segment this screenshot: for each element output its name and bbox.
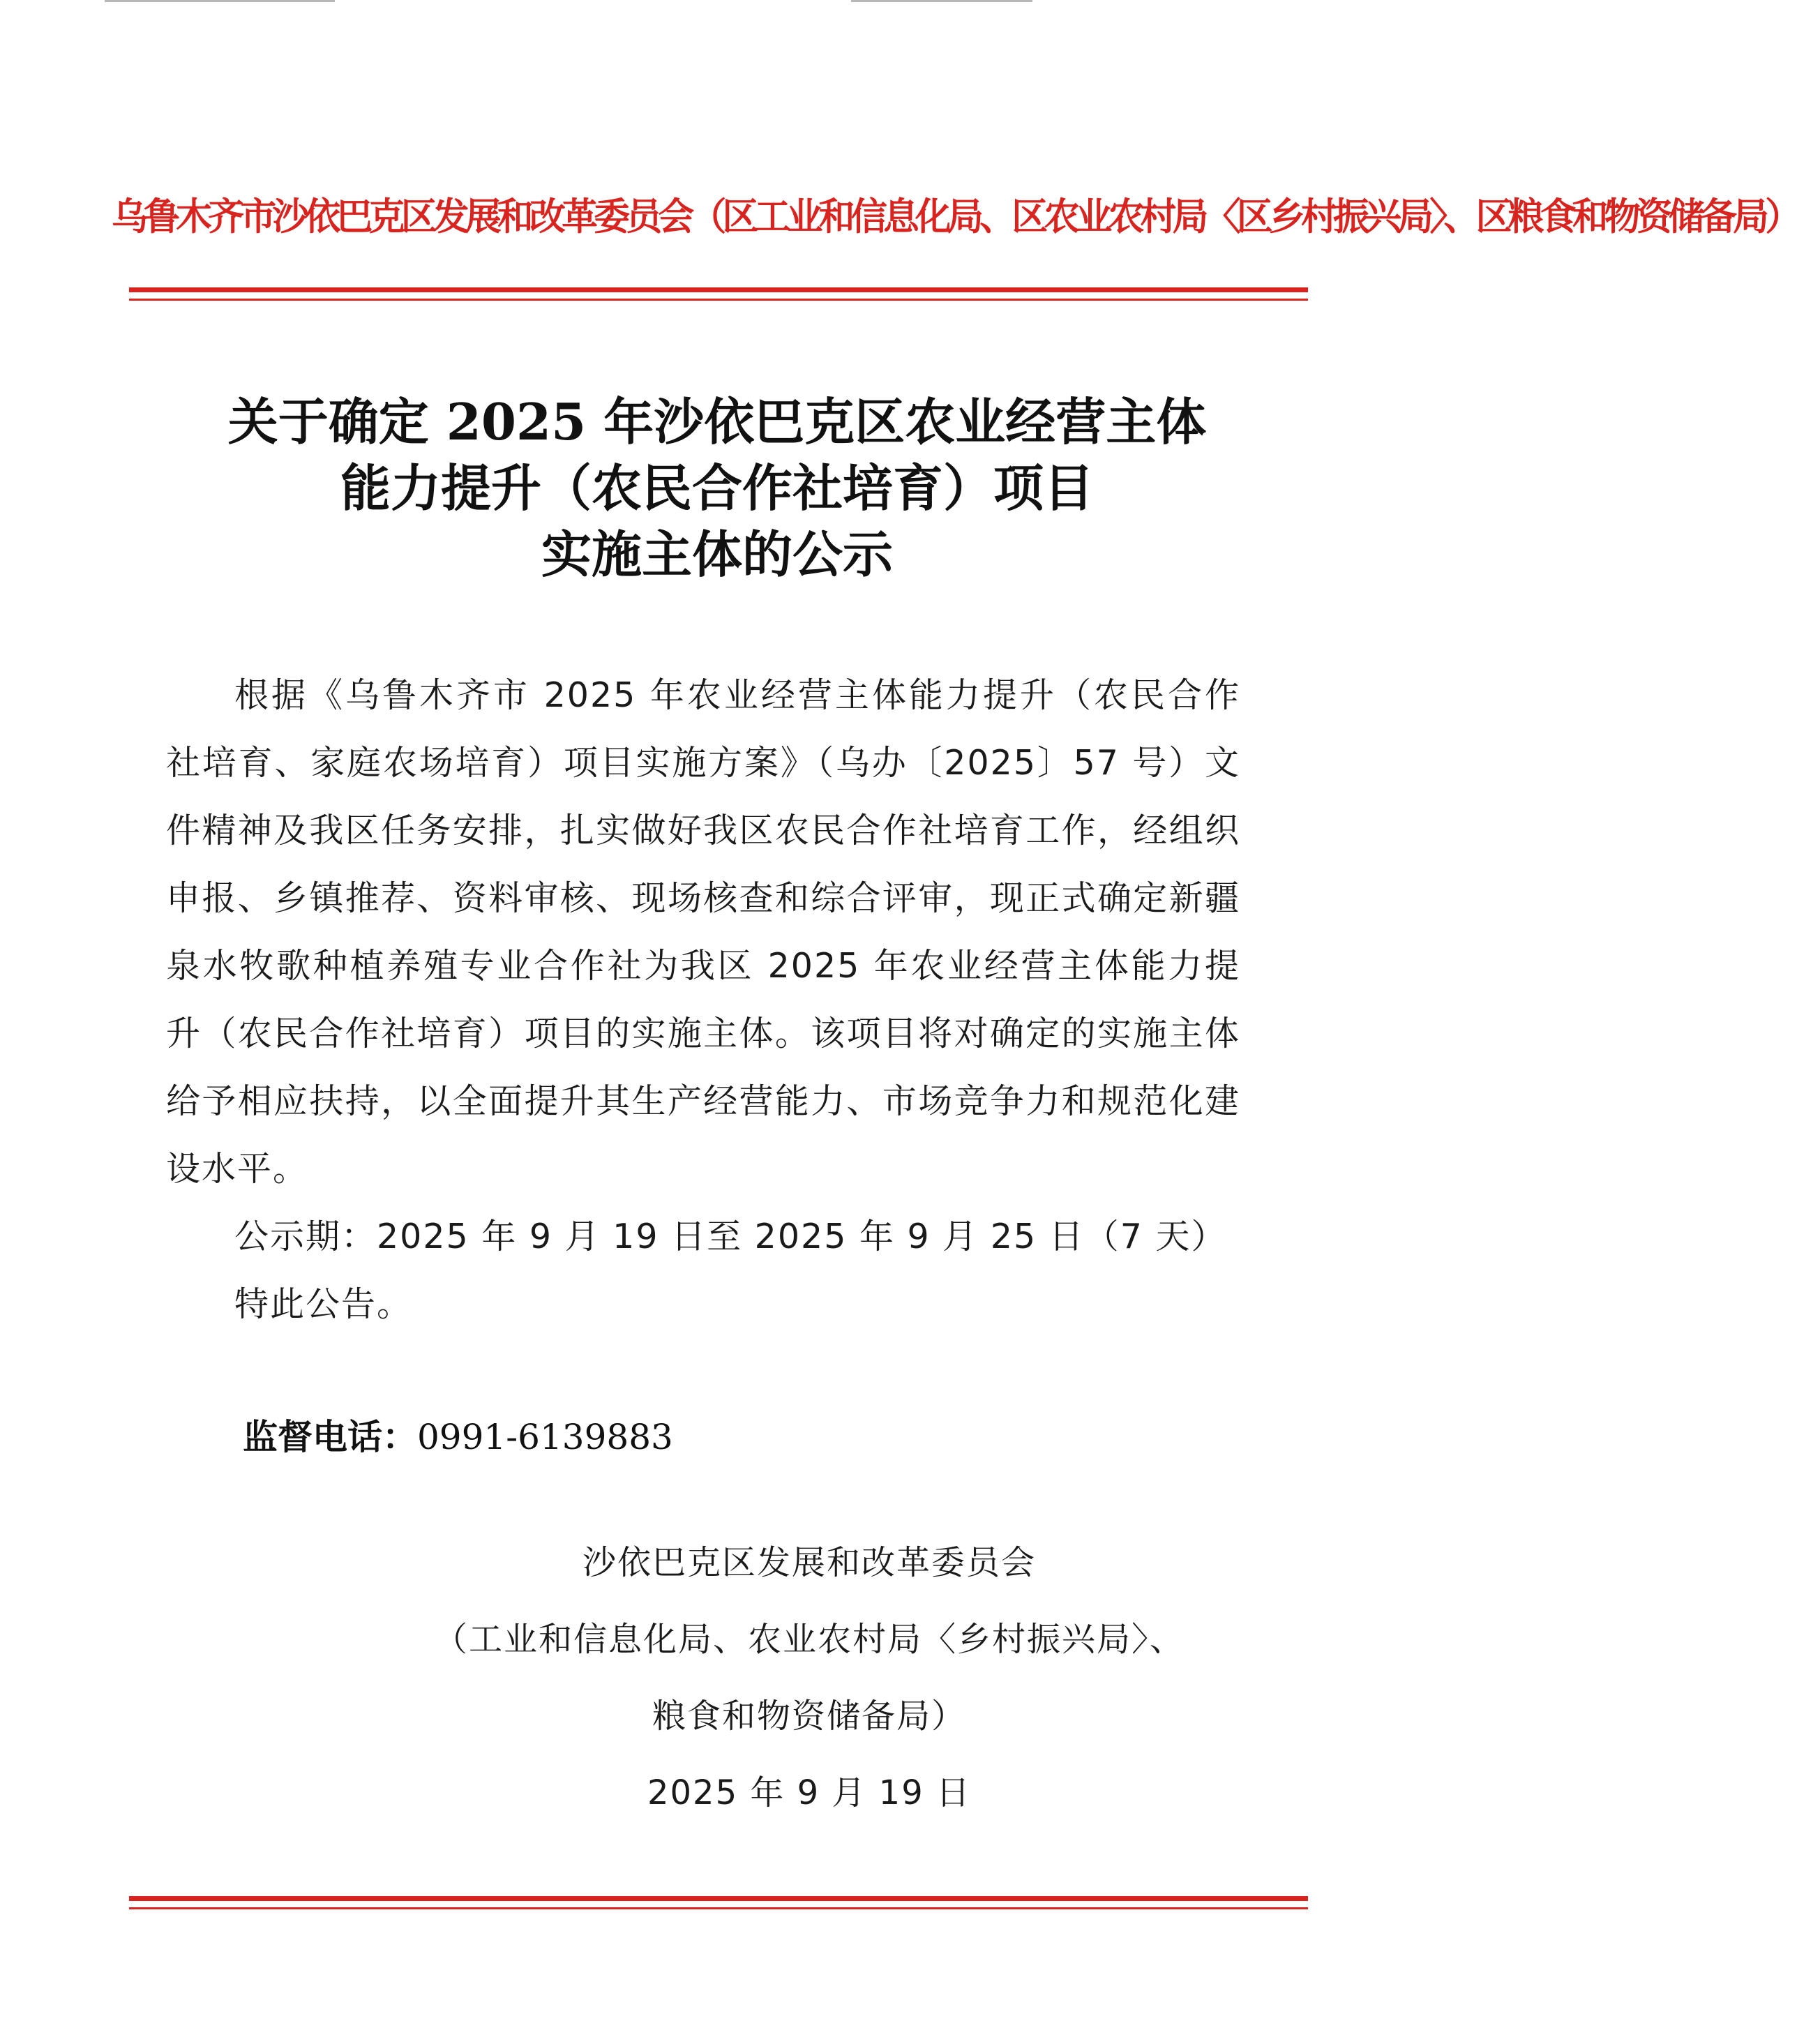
body-paragraph: 根据《乌鲁木齐市 2025 年农业经营主体能力提升（农民合作社培育、家庭农场培育）项目实施方案》（乌办〔2025〕57 号）文件精神及我区任务安排，扎实做好我区农民合作社培育工作，经组织申报、乡镇推荐、资料审核、现场核查和综合评审，现正式确定新疆泉水牧歌种植养殖专业合作社为我区 2025 年农业经营主体能力提升（农民合作社培育）项目的实施主体。该项目将对确定的实施主体给予相应扶持，以全面提升其生产经营能力、市场竞争力和规范化建设水平。 [166,675,1240,1189]
document-title-line-3: 实施主体的公示 [541,525,893,584]
scan-edge-mark [851,0,1032,2]
header-red-rule-thin [129,299,1308,301]
notice-period: 公示期：2025 年 9 月 19 日至 2025 年 9 月 25 日（7 天） [234,1217,1227,1256]
supervision-phone: 0991-6139883 [417,1417,673,1457]
signature-date: 2025 年 9 月 19 日 [647,1773,972,1812]
issuer-header: 乌鲁木齐市沙依巴克区发展和改革委员会（区工业和信息化局、区农业农村局〈区乡村振兴局〉、区粮食和物资储备局） [112,194,1797,239]
body-section [166,661,1240,1203]
document-title-line-2: 能力提升（农民合作社培育）项目 [340,458,1094,518]
scan-edge-mark [105,0,335,2]
closing-statement: 特此公告。 [234,1284,413,1324]
supervision-label: 监督电话： [243,1417,417,1457]
signature-org-line-1: 沙依巴克区发展和改革委员会 [582,1543,1036,1582]
signature-org-line-3: 粮食和物资储备局） [652,1697,966,1736]
footer-red-rule-thin [129,1907,1308,1909]
notice-period-section [166,1203,1240,1338]
document-title-line-1: 关于确定 2025 年沙依巴克区农业经营主体 [227,392,1207,451]
supervision-hotline [243,1409,673,1465]
signature-org-line-2: （工业和信息化局、农业农村局〈乡村振兴局〉、 [433,1620,1185,1659]
header-red-rule-thick [129,287,1308,292]
footer-red-rule-thick [129,1896,1308,1901]
